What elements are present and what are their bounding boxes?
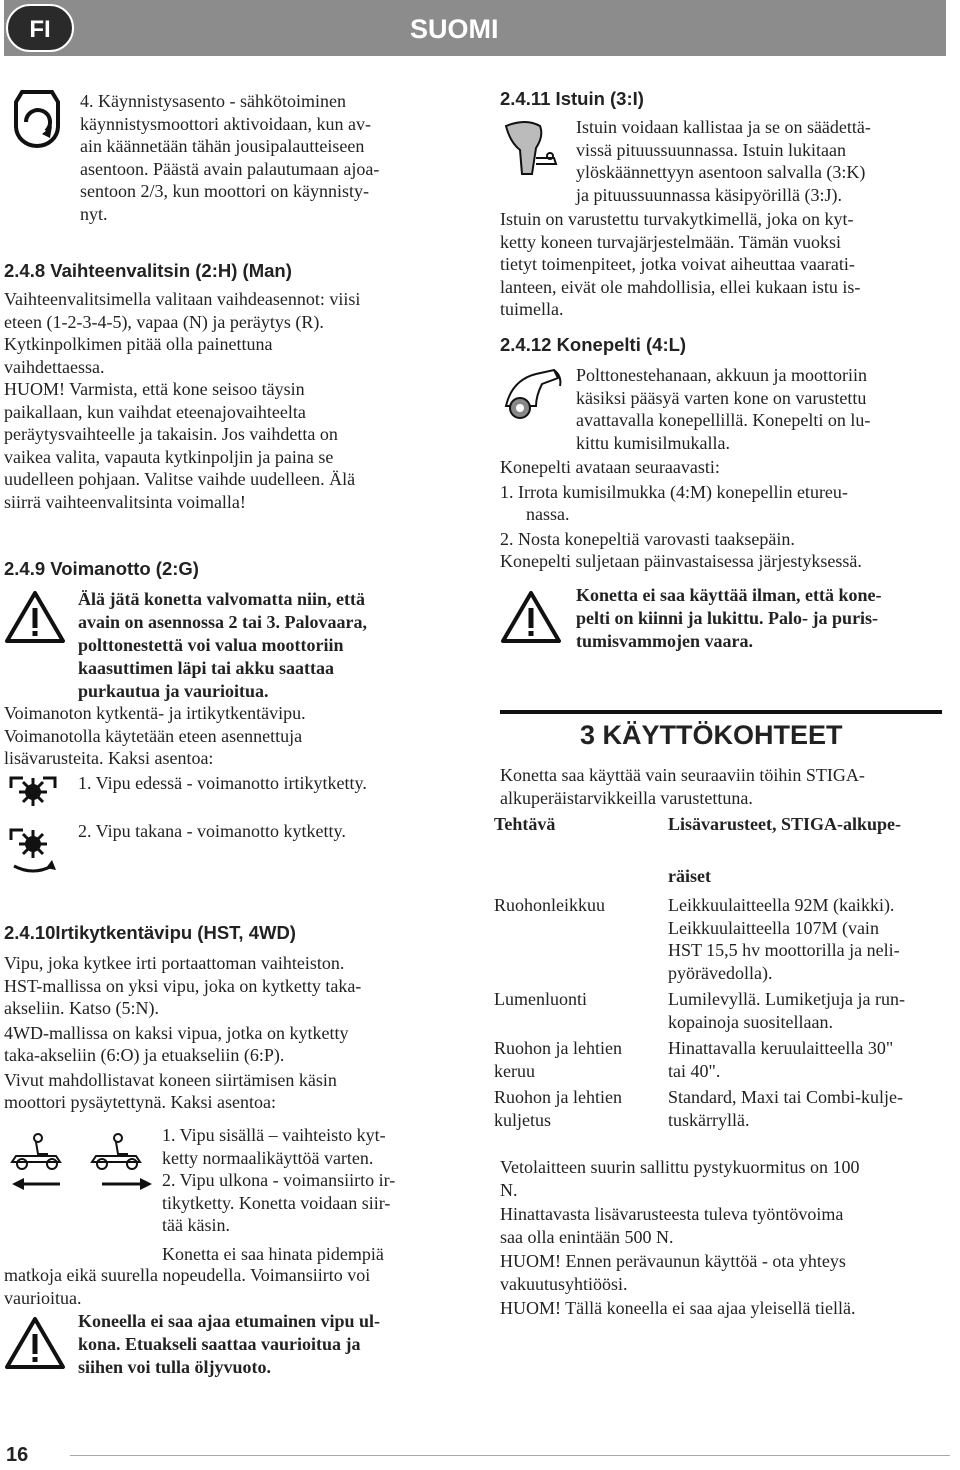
lever-position-line: tikytketty. Konetta voidaan siir- (162, 1192, 391, 1213)
body-line: HST-mallissa on yksi vipu, joka on kytketty taka- (4, 975, 362, 996)
seat-intro-line: ja pituussuunnassa käsipyörillä (3:J). (576, 184, 842, 205)
section-2-4-9-title: 2.4.9 Voimanotto (2:G) (4, 558, 199, 579)
table-cell-task: keruu (494, 1060, 535, 1081)
note-line: Hinattavasta lisävarusteesta tuleva työntövoima (500, 1204, 844, 1224)
table-header-accessories-cont: räiset (668, 866, 711, 886)
table-cell-acc: pyörävedolla). (668, 962, 773, 983)
table-cell-acc: Leikkuulaitteella 92M (kaikki). (668, 895, 895, 915)
table-cell-acc: tuskärryllä. (668, 1109, 750, 1130)
lever-position-line: tää käsin. (162, 1215, 230, 1235)
lever-warning-line: siihen voi tulla öljyvuoto. (78, 1357, 272, 1377)
body-line: lisävarusteita. Kaksi asentoa: (4, 748, 214, 768)
table-cell-acc: kopainoja suositellaan. (668, 1011, 833, 1032)
pto-position-1: 1. Vipu edessä - voimanotto irtikytketty. (78, 773, 367, 793)
body-line: tietyt toimenpiteet, jotka voivat aiheuttaa vaarati- (500, 254, 855, 274)
note-line: HUOM! Tällä koneella ei saa ajaa yleisellä tiellä. (500, 1298, 856, 1318)
table-cell-acc: Leikkuulaitteella 107M (vain (668, 917, 879, 938)
footer-rule (70, 1455, 950, 1456)
body-line: ketty koneen turvajärjestelmään. Tämän vuoksi (500, 231, 842, 252)
table-cell-acc: Lumilevyllä. Lumiketjuja ja run- (668, 989, 905, 1009)
body-line: matkoja eikä suurella nopeudella. Voimansiirto voi (4, 1265, 371, 1285)
hood-intro-line: avattavalla konepellillä. Konepelti on lu- (576, 410, 871, 430)
start-position-line: nyt. (80, 203, 108, 224)
body-line: moottori pysäytettynä. Kaksi asentoa: (4, 1092, 276, 1112)
body-line: akseliin. Katso (5:N). (4, 998, 159, 1018)
table-cell-acc: tai 40". (668, 1060, 721, 1081)
language-title: SUOMI (410, 14, 499, 44)
seat-icon (500, 118, 562, 182)
body-line: peräytysvaihteelle ja takaisin. Jos vaihdetta on (4, 424, 338, 444)
pto-warning-line: purkautua ja vaurioitua. (78, 681, 269, 701)
hood-icon (500, 366, 568, 422)
table-row (494, 988, 948, 1037)
start-position-line: asentoon. Päästä avain palautumaan ajoa- (80, 158, 380, 179)
table-header-task: Tehtävä (494, 814, 556, 834)
lever-tractor-icon (8, 1132, 156, 1194)
lever-position-line: Konetta ei saa hinata pidempiä (162, 1243, 384, 1264)
chapter-rule (500, 710, 942, 714)
chapter-intro-line: alkuperäistarvikkeilla varustettuna. (500, 787, 753, 808)
body-line: Istuin on varustettu turvakytkimellä, joka on kyt- (500, 209, 854, 229)
note-line: Vetolaitteen suurin sallittu pystykuormitus on 100 (500, 1157, 860, 1177)
hood-close-line: Konepelti suljetaan päinvastaisessa järjestyksessä. (500, 551, 862, 571)
lever-position-line: ketty normaalikäyttöä varten. (162, 1147, 374, 1168)
pto-position-2: 2. Vipu takana - voimanotto kytketty. (78, 821, 346, 841)
warning-icon (4, 590, 66, 644)
table-row (494, 1037, 948, 1086)
table-cell-acc: HST 15,5 hv moottorilla ja neli- (668, 940, 900, 960)
hood-warning-line: Konetta ei saa käyttää ilman, että kone- (576, 585, 882, 605)
hood-warning-line: pelti on kiinni ja lukittu. Palo- ja puris- (576, 608, 879, 628)
chapter-intro-line: Konetta saa käyttää vain seuraaviin töihin STIGA- (500, 765, 865, 785)
body-line: Vivut mahdollistavat koneen siirtämisen käsin (4, 1069, 337, 1090)
language-badge: FI (6, 4, 74, 52)
body-line: vaurioitua. (4, 1287, 82, 1308)
body-line: HUOM! Varmista, että kone seisoo täysin (4, 379, 305, 399)
table-row (494, 1086, 948, 1131)
seat-intro-line: ylöskäännettyyn asentoon salvalla (3:K) (576, 162, 866, 182)
table-cell-acc: Hinattavalla keruulaitteella 30" (668, 1038, 894, 1058)
table-cell-acc: Standard, Maxi tai Combi-kulje- (668, 1087, 903, 1107)
pto-disengaged-icon (8, 774, 58, 810)
hood-intro-line: Polttonestehanaan, akkuun ja moottoriin (576, 365, 867, 385)
table-cell-task: Ruohon ja lehtien (494, 1087, 622, 1107)
hood-intro-line: käsiksi pääsyä varten kone on varustettu (576, 387, 867, 408)
seat-intro-line: vissä pituussuunnassa. Istuin lukitaan (576, 139, 846, 160)
table-header-accessories: Lisävarusteet, STIGA-alkupe- (668, 814, 902, 834)
start-position-line: käynnistysmoottori aktivoidaan, kun av- (80, 113, 371, 134)
hood-warning-line: tumisvammojen vaara. (576, 631, 753, 651)
hood-step-1-cont: nassa. (526, 504, 570, 524)
body-line: eteen (1-2-3-4-5), vapaa (N) ja peräytys (R). (4, 311, 324, 332)
body-line: 4WD-mallissa on kaksi vipua, jotka on kytketty (4, 1022, 349, 1043)
body-line: uudelleen pohjaan. Valitse vaihde uudelleen. Älä (4, 469, 356, 489)
chapter-3-title: 3 KÄYTTÖKOHTEET (580, 720, 843, 750)
note-line: saa olla enintään 500 N. (500, 1226, 674, 1247)
body-line: paikallaan, kun vaihdat eteenajovaihteelta (4, 401, 306, 422)
pto-warning-line: polttonestettä voi valua moottoriin (78, 635, 344, 655)
start-position-line: sentoon 2/3, kun moottori on käynnisty- (80, 181, 369, 201)
table-cell-task: Ruohon ja lehtien (494, 1038, 622, 1058)
page-number: 16 (6, 1444, 29, 1466)
usage-table (494, 814, 948, 1131)
warning-icon (500, 590, 562, 644)
lever-warning-line: Koneella ei saa ajaa etumainen vipu ul- (78, 1311, 381, 1331)
table-cell-task: kuljetus (494, 1109, 551, 1130)
hood-step-2: 2. Nosta konepeltiä varovasti taaksepäin. (500, 528, 795, 549)
section-2-4-10-title: 2.4.10Irtikytkentävipu (HST, 4WD) (4, 922, 296, 943)
lever-position-line: 2. Vipu ulkona - voimansiirto ir- (162, 1170, 396, 1190)
hood-open-heading: Konepelti avataan seuraavasti: (500, 457, 720, 477)
hood-step-1: 1. Irrota kumisilmukka (4:M) konepellin etureu- (500, 481, 848, 502)
start-position-line: ain käännetään tähän jousipalautteiseen (80, 136, 365, 156)
table-row (494, 894, 948, 988)
hood-intro-line: kittu kumisilmukalla. (576, 432, 730, 453)
seat-intro-line: Istuin voidaan kallistaa ja se on säädettä- (576, 117, 871, 137)
section-2-4-11-title: 2.4.11 Istuin (3:I) (500, 88, 644, 109)
table-cell-task: Ruohonleikkuu (494, 895, 605, 915)
body-line: Voimanoton kytkentä- ja irtikytkentävipu. (4, 703, 306, 723)
body-line: tuimella. (500, 299, 564, 319)
body-line: Vaihteenvalitsimella valitaan vaihdeasennot: viisi (4, 289, 361, 309)
body-line: taka-akseliin (6:O) ja etuakseliin (6:P). (4, 1045, 285, 1065)
pto-warning-line: Älä jätä konetta valvomatta niin, että (78, 589, 365, 609)
lever-position-line: 1. Vipu sisällä – vaihteisto kyt- (162, 1125, 386, 1145)
body-line: vaikea valita, vapauta kytkinpoljin ja paina se (4, 446, 334, 467)
note-line: vakuutusyhtiöösi. (500, 1273, 628, 1294)
table-cell-task: Lumenluonti (494, 989, 587, 1009)
lever-warning-line: kona. Etuakseli saattaa vaurioitua ja (78, 1334, 361, 1354)
body-line: vaihdettaessa. (4, 356, 105, 377)
note-line: N. (500, 1179, 518, 1200)
section-2-4-8-title: 2.4.8 Vaihteenvalitsin (2:H) (Man) (4, 260, 292, 281)
body-line: Kytkinpolkimen pitää olla painettuna (4, 334, 273, 354)
warning-icon (4, 1316, 66, 1370)
ignition-start-icon (6, 88, 68, 150)
section-2-4-12-title: 2.4.12 Konepelti (4:L) (500, 334, 687, 355)
body-line: siirrä vaihteenvalitsinta voimalla! (4, 491, 246, 512)
pto-warning-line: avain on asennossa 2 tai 3. Palovaara, (78, 612, 368, 632)
body-line: Voimanotolla käytetään eteen asennettuja (4, 725, 303, 746)
pto-engaged-icon (8, 826, 58, 874)
body-line: Vipu, joka kytkee irti portaattoman vaihteiston. (4, 953, 345, 973)
pto-warning-line: kaasuttimen läpi tai akku saattaa (78, 658, 335, 678)
body-line: lanteen, eivät ole mahdollisia, ellei kukaan istu is- (500, 276, 861, 297)
start-position-line: 4. Käynnistysasento - sähkötoiminen (80, 91, 346, 111)
note-line: HUOM! Ennen perävaunun käyttöä - ota yhteys (500, 1251, 846, 1271)
